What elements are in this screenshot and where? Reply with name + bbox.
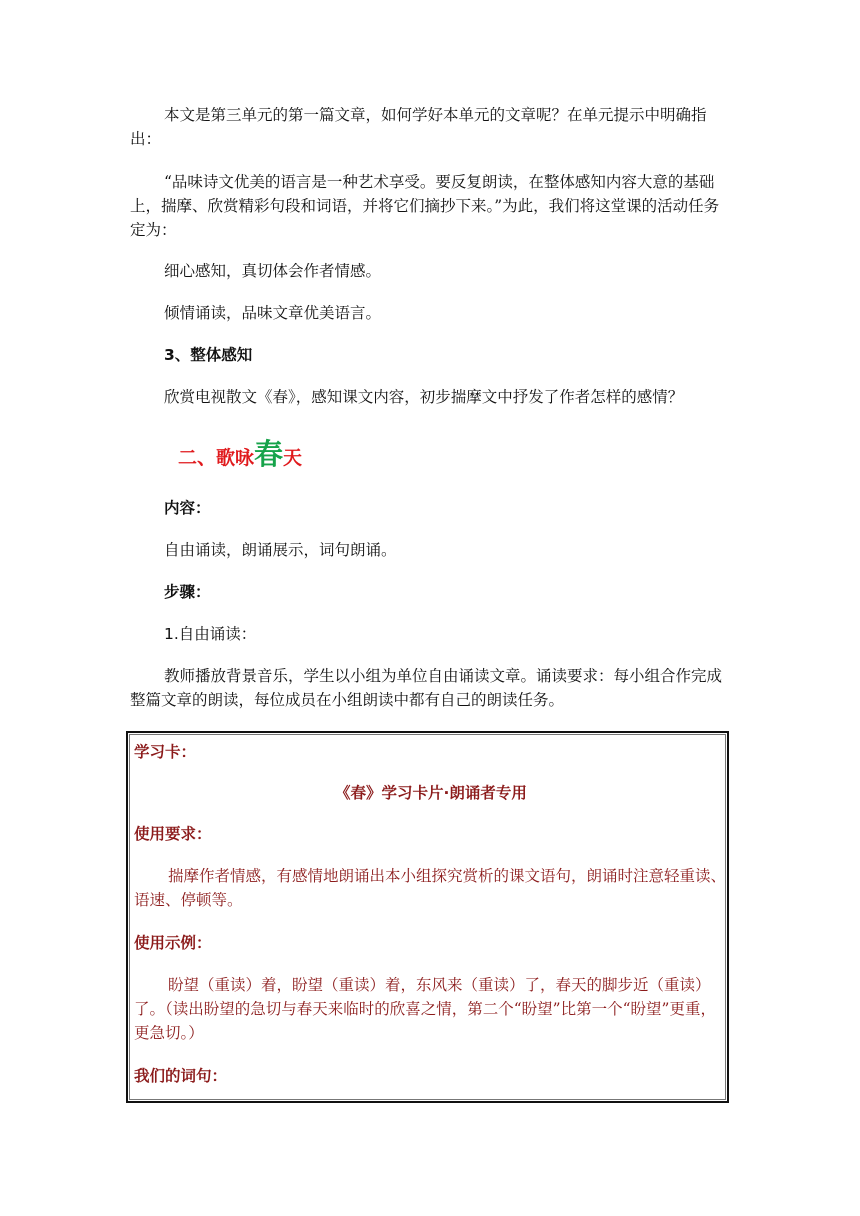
section-3-title: 3、整体感知 [164, 346, 253, 364]
heading-highlight: 春 [254, 437, 284, 471]
study-card [126, 731, 729, 1103]
content-text: 自由诵读，朗诵展示，词句朗诵。 [164, 541, 397, 559]
card-label: 学习卡： [134, 743, 197, 761]
card-example-label: 使用示例： [134, 934, 212, 952]
step-1-title: 1.自由诵读： [164, 625, 257, 643]
quote-paragraph: “品味诗文优美的语言是一种艺术享受。要反复朗读，在整体感知内容大意的基础上，揣摩、欣赏精彩句段和词语，并将它们摘抄下来。”为此，我们将这堂课的活动任务定为： [130, 173, 720, 239]
content-label: 内容： [164, 499, 211, 517]
study-card-inner-border [129, 734, 726, 1100]
card-requirements-text: 揣摩作者情感，有感情地朗诵出本小组探究赏析的课文语句，朗诵时注意轻重读、语速、停顿等。 [134, 867, 727, 909]
task-2: 倾情诵读，品味文章优美语言。 [164, 304, 382, 322]
card-title: 《春》学习卡片·朗诵者专用 [335, 784, 527, 802]
card-requirements-label: 使用要求： [134, 825, 212, 843]
card-example-text: 盼望（重读）着，盼望（重读）着，东风来（重读）了，春天的脚步近（重读）了。（读出盼望的急切与春天来临时的欣喜之情，第二个“盼望”比第一个“盼望”更重，更急切。） [134, 976, 716, 1042]
section-heading [178, 432, 302, 473]
step-1-text: 教师播放背景音乐，学生以小组为单位自由诵读文章。诵读要求：每小组合作完成整篇文章的朗读，每位成员在小组朗读中都有自己的朗读任务。 [130, 667, 723, 709]
card-our-sentences-label: 我们的词句： [134, 1067, 228, 1085]
intro-paragraph: 本文是第三单元的第一篇文章，如何学好本单元的文章呢？在单元提示中明确指出： [130, 106, 707, 148]
heading-suffix: 天 [283, 447, 303, 469]
heading-prefix: 二、歌咏 [178, 447, 255, 469]
task-1: 细心感知，真切体会作者情感。 [164, 262, 382, 280]
steps-label: 步骤： [164, 583, 211, 601]
section-3-text: 欣赏电视散文《春》，感知课文内容，初步揣摩文中抒发了作者怎样的感情？ [164, 388, 684, 406]
